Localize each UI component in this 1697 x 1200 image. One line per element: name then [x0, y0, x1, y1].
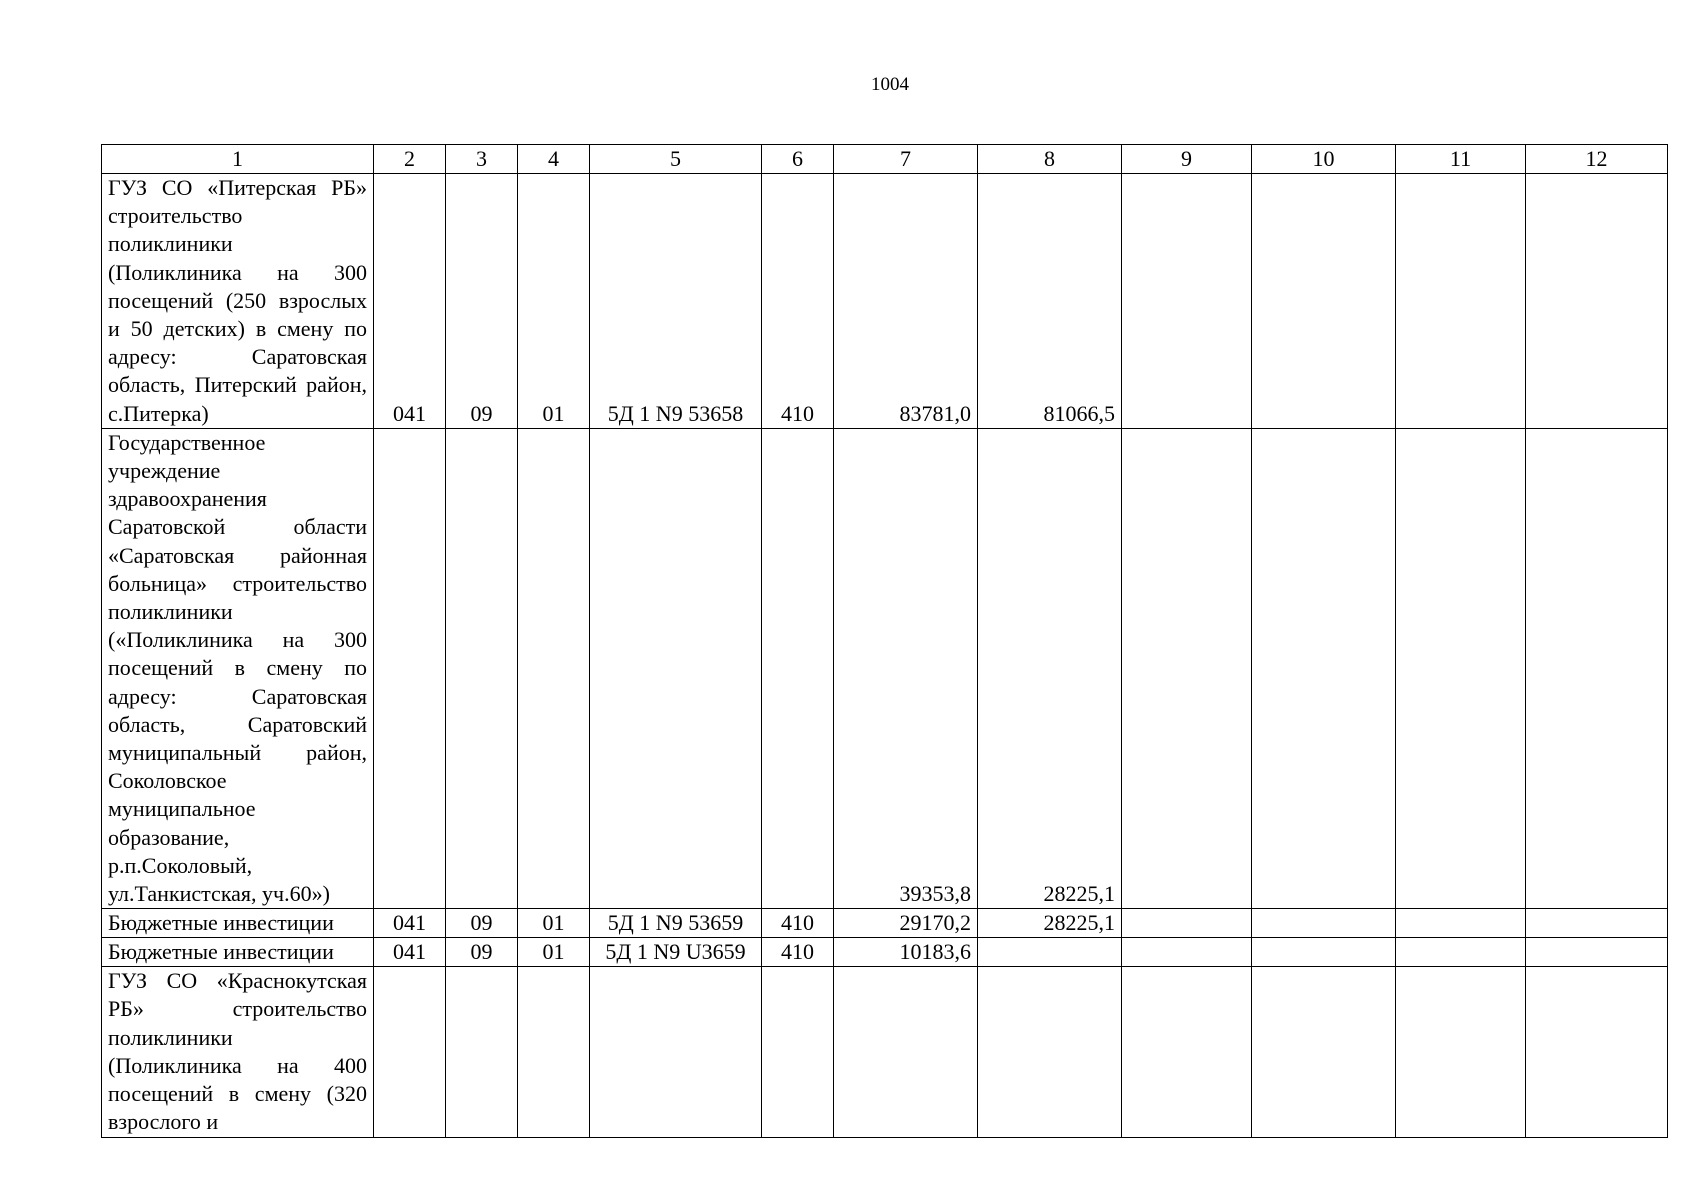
table-cell: 410: [762, 938, 834, 967]
column-header: 9: [1122, 145, 1252, 174]
table-cell: [374, 967, 446, 1137]
table-cell: 28225,1: [978, 909, 1122, 938]
table-cell: 5Д 1 N9 U3659: [590, 938, 762, 967]
table-cell: 01: [518, 174, 590, 429]
table-cell: [1396, 909, 1526, 938]
table-cell: 041: [374, 174, 446, 429]
table-cell: [518, 967, 590, 1137]
table-cell: [1122, 428, 1252, 908]
header-row: [102, 145, 1668, 174]
table-cell: 09: [446, 909, 518, 938]
table-cell: 09: [446, 938, 518, 967]
table-cell: 041: [374, 909, 446, 938]
table-cell: [590, 967, 762, 1137]
table-cell: [1252, 428, 1396, 908]
column-header: 7: [834, 145, 978, 174]
table-cell: [978, 938, 1122, 967]
table-cell: [762, 967, 834, 1137]
table-cell: [1526, 938, 1668, 967]
table-row: [102, 938, 1668, 967]
column-header: 12: [1526, 145, 1668, 174]
row-description: Государственное учреждение здравоохранения Саратовской области «Саратовская районная больница» строительство поликлиники («Поликлиника на 300 посещений в смену по адресу: Саратовская область, Саратовский муниципальный район, Соколовское муниципальное образование, р.п.Соколовый, ул.Танкистская, уч.60»): [102, 428, 374, 908]
row-description: Бюджетные инвестиции: [102, 938, 374, 967]
table-cell: 01: [518, 938, 590, 967]
table-cell: [1252, 938, 1396, 967]
table-cell: [762, 428, 834, 908]
table-cell: [1396, 428, 1526, 908]
table-cell: [978, 967, 1122, 1137]
table-cell: 410: [762, 174, 834, 429]
table-cell: [590, 428, 762, 908]
table-cell: [1252, 967, 1396, 1137]
table-cell: 5Д 1 N9 53658: [590, 174, 762, 429]
column-header: 6: [762, 145, 834, 174]
table-cell: 29170,2: [834, 909, 978, 938]
table-cell: [1122, 938, 1252, 967]
table-cell: [1526, 174, 1668, 429]
table-row: [102, 174, 1668, 429]
table-row: [102, 967, 1668, 1137]
table-cell: 09: [446, 174, 518, 429]
table-cell: 041: [374, 938, 446, 967]
table-cell: [374, 428, 446, 908]
budget-table: [101, 144, 1668, 1138]
table-cell: [1396, 967, 1526, 1137]
table-row: [102, 909, 1668, 938]
table-cell: [446, 967, 518, 1137]
table-cell: [1122, 174, 1252, 429]
table-cell: [1396, 938, 1526, 967]
column-header: 8: [978, 145, 1122, 174]
table-cell: 10183,6: [834, 938, 978, 967]
table-cell: 83781,0: [834, 174, 978, 429]
row-description: ГУЗ СО «Краснокутская РБ» строительство поликлиники (Поликлиника на 400 посещений в смену (320 взрослого и: [102, 967, 374, 1137]
column-header: 3: [446, 145, 518, 174]
row-description: ГУЗ СО «Питерская РБ» строительство поликлиники (Поликлиника на 300 посещений (250 взрослых и 50 детских) в смену по адресу: Саратовская область, Питерский район, с.Питерка): [102, 174, 374, 429]
column-header: 1: [102, 145, 374, 174]
table-cell: [1526, 967, 1668, 1137]
table-cell: 39353,8: [834, 428, 978, 908]
table-cell: [446, 428, 518, 908]
table-cell: 28225,1: [978, 428, 1122, 908]
page-number: 1004: [871, 74, 909, 95]
table-cell: [518, 428, 590, 908]
table-cell: 81066,5: [978, 174, 1122, 429]
table-cell: 5Д 1 N9 53659: [590, 909, 762, 938]
table-cell: [1252, 174, 1396, 429]
table-cell: [1526, 909, 1668, 938]
table-cell: [834, 967, 978, 1137]
table-cell: 01: [518, 909, 590, 938]
table-cell: [1252, 909, 1396, 938]
table-cell: [1526, 428, 1668, 908]
table-cell: [1122, 909, 1252, 938]
table-cell: [1396, 174, 1526, 429]
table-cell: [1122, 967, 1252, 1137]
table-row: [102, 428, 1668, 908]
column-header: 5: [590, 145, 762, 174]
row-description: Бюджетные инвестиции: [102, 909, 374, 938]
table-cell: 410: [762, 909, 834, 938]
column-header: 2: [374, 145, 446, 174]
column-header: 11: [1396, 145, 1526, 174]
column-header: 10: [1252, 145, 1396, 174]
column-header: 4: [518, 145, 590, 174]
